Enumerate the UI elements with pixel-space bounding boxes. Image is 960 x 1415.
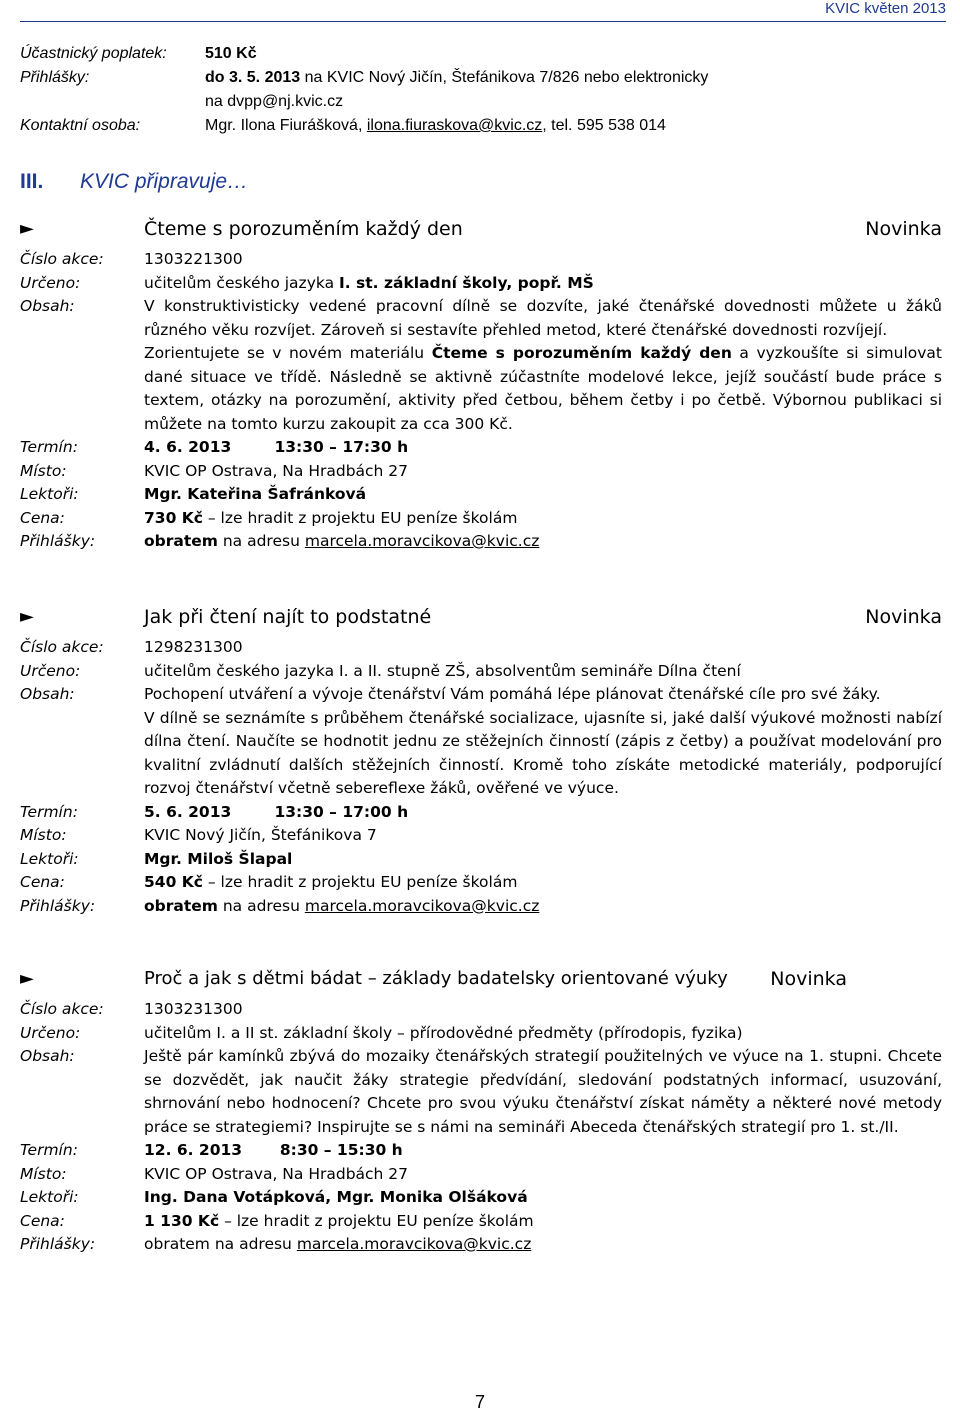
misto-label: Místo: [20,826,67,844]
obsah-label: Obsah: [20,1047,75,1065]
prihlasky-label: Přihlášky: [20,532,96,550]
prihlasky-text: obratem na adresu [144,1235,297,1253]
urceno-value: učitelům I. a II st. základní školy – přírodovědné předměty (přírodopis, fyzika) [144,1023,743,1042]
misto-value: KVIC Nový Jičín, Štefánikova 7 [144,826,377,844]
prihlasky-label: Přihlášky: [20,1235,96,1253]
termin-label: Termín: [20,438,78,456]
urceno-value: učitelům českého jazyka [144,273,339,292]
urceno-label: Určeno: [20,1023,81,1042]
registration-text: na KVIC Nový Jičín, Štefánikova 7/826 nebo elektronicky [300,69,709,86]
prihlasky-email-link[interactable]: marcela.moravcikova@kvic.cz [304,896,540,915]
obsah-label: Obsah: [20,297,75,315]
section-title: KVIC připravuje… [80,170,249,193]
cena-label: Cena: [20,508,65,527]
lektori-label: Lektoři: [20,1188,79,1206]
obsah-p2c: a vyzkoušíte si simulovat dané situace ve třídě. Následně se aktivně zúčastníte modelové lekce, jejíž součástí bude práce s textem, otázky na porozumění, aktivity před četbou, během četby i po četbě. Výbornou publikaci si můžete na tomto kurzu zakoupit za cca 300 Kč. [144,344,943,433]
page-number: 7 [474,1392,485,1412]
prihlasky-email-link[interactable]: marcela.moravcikova@kvic.cz [296,1235,532,1253]
termin-label: Termín: [20,1141,78,1159]
fee-label: Účastnický poplatek: [20,45,167,62]
urceno-bold: I. st. základní školy, popř. MŠ [339,273,594,292]
urceno-label: Určeno: [20,661,81,680]
cislo-value: 1303221300 [144,250,243,268]
prihlasky-label: Přihlášky: [20,896,96,915]
section-number: III. [20,170,44,193]
prihlasky-bold: obratem [144,532,218,550]
prihlasky-bold: obratem [144,896,218,915]
cena-label: Cena: [20,873,65,891]
registration-info [20,42,940,138]
termin-value: 5. 6. 2013 13:30 – 17:00 h [144,802,409,821]
urceno-label: Určeno: [20,273,81,292]
course-title: Čteme s porozuměním každý den [144,218,463,240]
misto-value: KVIC OP Ostrava, Na Hradbách 27 [144,1164,409,1183]
obsah-p2: V dílně se seznámíte s průběhem čtenářské socializace, ujasníte si, jaké další výukové možnosti nabízí dílna čtení. Naučíte se hodnotit jednu ze stěžejních činností (zápis z četby) a používat modelování pro kvalitní zvládnutí dalších stěžejních činností. Kromě toho získáte metodické materiály, podporující rozvoj čtenářství včetně sebereflexe žáků, ověřené ve výuce. [144,708,942,797]
registration-email[interactable]: na dvpp@nj.kvic.cz [205,93,344,110]
contact-email-link[interactable]: ilona.fiuraskova@kvic.cz [366,117,543,134]
termin-label: Termín: [20,802,78,821]
cislo-value: 1298231300 [144,638,243,656]
obsah-p1: Ještě pár kamínků zbývá do mozaiky čtenářských strategií použitelných ve výuce na 1. stupni. Chcete se dozvědět, jak naučit žáky strategie předvídání, sledování podstatných informací, usuzování, shrnování nebo hodnocení? Chcete pro svou výuku čtenářství získat náměty a některé nové metody práce se strategiemi? Inspirujte se s námi na semináři Abeceda čtenářských strategií pro 1. st./II. [144,1047,942,1136]
cislo-value: 1303231300 [144,1000,243,1018]
arrow-icon: ► [20,968,34,989]
registration-label: Přihlášky: [20,69,90,86]
lektori-label: Lektoři: [20,849,79,868]
obsah-p2a: Zorientujete se v novém materiálu [144,344,432,362]
termin-value: 4. 6. 2013 13:30 – 17:30 h [144,438,409,456]
cislo-label: Číslo akce: [20,638,104,656]
obsah-label: Obsah: [20,685,75,703]
novinka-label: Novinka [865,606,942,628]
urceno-value: učitelům českého jazyka I. a II. stupně ZŠ, absolventům semináře Dílna čtení [144,661,741,680]
arrow-icon: ► [20,606,34,627]
lektori-value: Ing. Dana Votápková, Mgr. Monika Olšáková [144,1188,528,1206]
cislo-label: Číslo akce: [20,250,104,268]
course-title: Jak při čtení najít to podstatné [144,606,432,628]
cislo-label: Číslo akce: [20,1000,104,1018]
cena-note: – lze hradit z projektu EU peníze školám [219,1211,534,1230]
course-2 [20,606,942,918]
prihlasky-email-link[interactable]: marcela.moravcikova@kvic.cz [304,532,540,550]
section-heading [20,170,248,194]
lektori-label: Lektoři: [20,485,79,503]
course-3 [20,968,942,1257]
obsah-p2-bold: Čteme s porozuměním každý den [431,344,732,362]
contact-name: Mgr. Ilona Fiurášková, [205,117,367,134]
lektori-value: Mgr. Miloš Šlapal [144,849,293,868]
obsah-p1: Pochopení utváření a vývoje čtenářství Vám pomáhá lépe plánovat čtenářské cíle pro své žáky. [144,685,881,703]
cena-amount: 1 130 Kč [144,1211,220,1230]
obsah-p1: V konstruktivisticky vedené pracovní dílně se dozvíte, jaké čtenářské dovednosti můžete u žáků různého věku rozvíjet. Zároveň si sestavíte přehled metod, které čtenářské dovednosti rozvíjejí. [144,297,942,339]
course-1 [20,218,942,554]
header-rule [20,21,946,22]
cena-note: – lze hradit z projektu EU peníze školám [202,508,518,527]
termin-value: 12. 6. 2013 8:30 – 15:30 h [144,1141,403,1159]
misto-value: KVIC OP Ostrava, Na Hradbách 27 [144,461,409,480]
misto-label: Místo: [20,1164,67,1183]
cena-note: – lze hradit z projektu EU peníze školám [202,873,518,891]
cena-label: Cena: [20,1211,65,1230]
cena-amount: 540 Kč [144,873,203,891]
lektori-value: Mgr. Kateřina Šafránková [144,485,367,503]
novinka-label: Novinka [770,968,847,990]
running-header: KVIC květen 2013 [825,0,946,17]
arrow-icon: ► [20,218,34,239]
cena-amount: 730 Kč [144,508,203,527]
course-title: Proč a jak s dětmi bádat – základy badatelsky orientované výuky [144,968,728,989]
prihlasky-text: na adresu [217,532,305,550]
contact-phone: , tel. 595 538 014 [542,117,666,134]
prihlasky-text: na adresu [217,896,305,915]
misto-label: Místo: [20,461,67,480]
registration-deadline: do 3. 5. 2013 [205,69,301,86]
novinka-label: Novinka [865,218,942,240]
fee-value: 510 Kč [205,45,257,62]
contact-label: Kontaktní osoba: [20,117,141,134]
